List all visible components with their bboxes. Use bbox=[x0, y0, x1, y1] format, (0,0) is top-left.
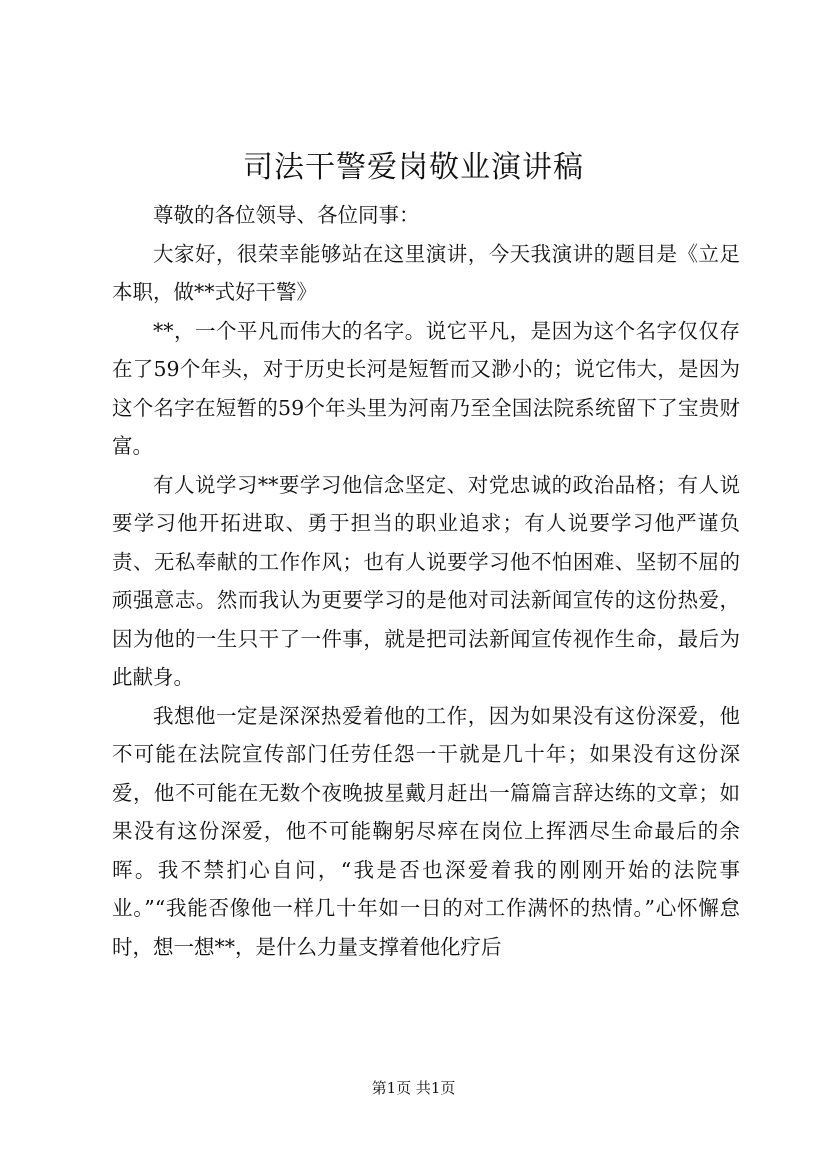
body-paragraph-3: 我想他一定是深深热爱着他的工作，因为如果没有这份深爱，他不可能在法院宣传部门任劳任怨一干就是几十年；如果没有这份深爱，他不可能在无数个夜晚披星戴月赶出一篇篇言辞达练的文章；如果没有这份深爱，他不可能鞠躬尽瘁在岗位上挥洒尽生命最后的余晖。我不禁扪心自问，“我是否也深爱着我的刚刚开始的法院事业。”“我能否像他一样几十年如一日的对工作满怀的热情。”心怀懈怠时，想一想**，是什么力量支撑着他化疗后 bbox=[112, 703, 740, 959]
body-paragraph-2: 有人说学习**要学习他信念坚定、对党忠诚的政治品格；有人说要学习他开拓进取、勇于担当的职业追求；有人说要学习他严谨负责、无私奉献的工作作风；也有人说要学习他不怕困难、坚韧不屈的顽强意志。然而我认为更要学习的是他对司法新闻宣传的这份热爱，因为他的一生只干了一件事，就是把司法新闻宣传视作生命，最后为此献身。 bbox=[112, 472, 740, 689]
greeting-paragraph: 尊敬的各位领导、各位同事： bbox=[153, 203, 420, 227]
body-paragraph-1: **，一个平凡而伟大的名字。说它平凡，是因为这个名字仅仅存在了59个年头，对于历史长河是短暂而又渺小的；说它伟大，是因为这个名字在短暂的59个年头里为河南乃至全国法院系统留下了宝贵财富。 bbox=[112, 318, 740, 458]
document-body bbox=[112, 196, 740, 966]
page-footer: 第1页 共1页 bbox=[371, 1079, 456, 1097]
document-title: 司法干警爱岗敬业演讲稿 bbox=[243, 150, 584, 185]
intro-paragraph: 大家好，很荣幸能够站在这里演讲，今天我演讲的题目是《立足本职，做**式好干警》 bbox=[112, 241, 740, 304]
